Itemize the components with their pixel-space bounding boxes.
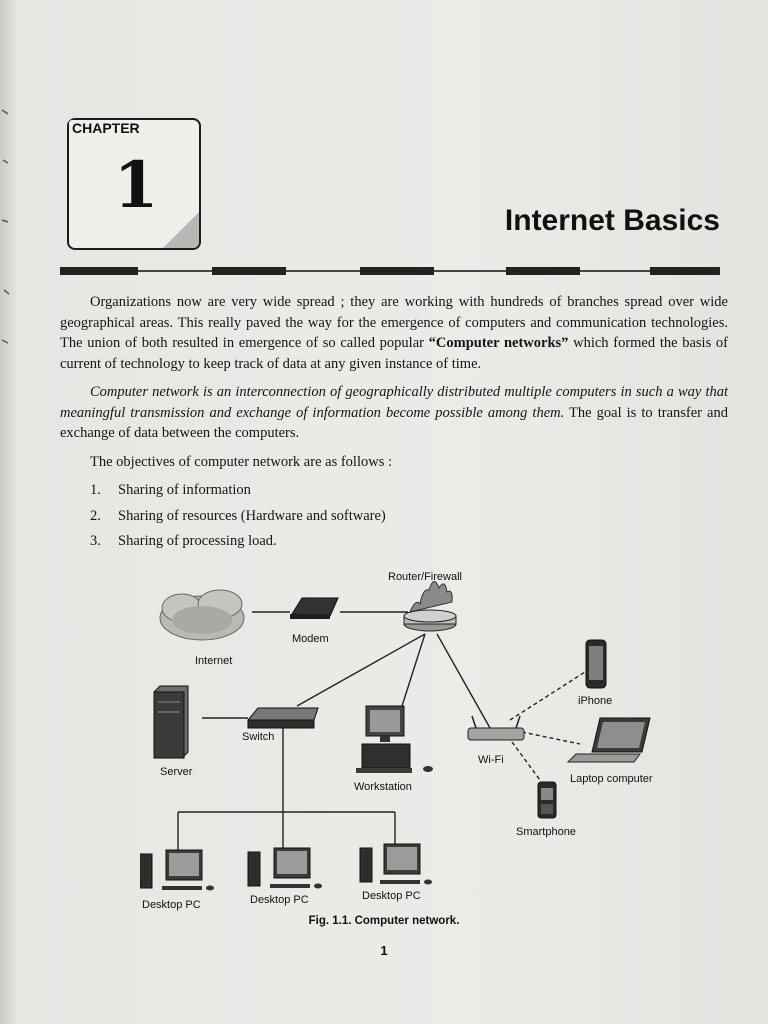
modem-label: Modem (292, 633, 329, 645)
wifi-label: Wi-Fi (478, 754, 504, 766)
desktop-pc-icon (360, 844, 432, 885)
objectives-list (60, 480, 728, 552)
desktop-pc-label: Desktop PC (362, 890, 421, 902)
chapter-label: CHAPTER (69, 120, 143, 136)
list-item: 1. Sharing of information (90, 482, 251, 498)
switch-label: Switch (242, 731, 275, 743)
wifi-router-icon (468, 716, 524, 740)
server-label: Server (160, 766, 193, 778)
server-icon (154, 686, 188, 758)
workstation-icon (356, 706, 433, 773)
iphone-label: iPhone (578, 695, 613, 707)
network-links (178, 612, 490, 852)
intro-paragraph: Organizations now are very wide spread ; they are working with hundreds of branches spread over wide geographical areas. This really paved the way for the emergence of computers and communication technologies. The union of both resulted in emergence of so called popular “Computer networks” which formed the basis of current of technology to keep track of data at any given instance of time. (60, 294, 728, 372)
internet-label: Internet (195, 655, 233, 667)
page-number: 1 (380, 943, 388, 958)
smartphone-label: Smartphone (516, 826, 576, 838)
desktop-pc-label: Desktop PC (142, 899, 201, 911)
objectives-intro: The objectives of computer network are as follows : (90, 453, 392, 470)
switch-icon (248, 708, 318, 728)
chapter-badge (67, 118, 201, 250)
wireless-links (510, 672, 585, 780)
chapter-title: Internet Basics (504, 204, 720, 237)
network-diagram (140, 562, 680, 932)
list-item: 3. Sharing of processing load. (90, 533, 277, 549)
binding-marks (0, 100, 12, 360)
desktop-pc-label: Desktop PC (250, 894, 309, 906)
modem-icon (290, 598, 338, 619)
network-diagram-svg (140, 562, 680, 932)
smartphone-icon (538, 782, 556, 818)
title-divider (60, 266, 720, 276)
laptop-label: Laptop computer (570, 773, 653, 785)
router-firewall-icon (404, 581, 456, 631)
list-item: 2. Sharing of resources (Hardware and software) (90, 507, 386, 524)
iphone-icon (586, 640, 606, 688)
router-label: Router/Firewall (388, 571, 462, 583)
desktop-pc-icon (140, 850, 214, 891)
desktop-pc-icon (248, 848, 322, 889)
chapter-body (60, 292, 728, 557)
definition-text: Computer network is an interconnection of geographically distributed multiple computers in such a way that meaningful transmission and exchange of information become possible among them. (60, 384, 728, 421)
figure-caption: Fig. 1.1. Computer network. (308, 915, 460, 927)
internet-cloud-icon (160, 590, 244, 640)
term-computer-networks: “Computer networks” (428, 335, 569, 351)
workstation-label: Workstation (354, 781, 412, 793)
chapter-number: 1 (113, 148, 159, 223)
laptop-icon (568, 718, 650, 762)
definition-paragraph: Computer network is an interconnection of geographically distributed multiple computers in such a way that meaningful transmission and exchange of information become possible among them. The goal is to transfer and exchange of data between the computers. (60, 384, 728, 441)
